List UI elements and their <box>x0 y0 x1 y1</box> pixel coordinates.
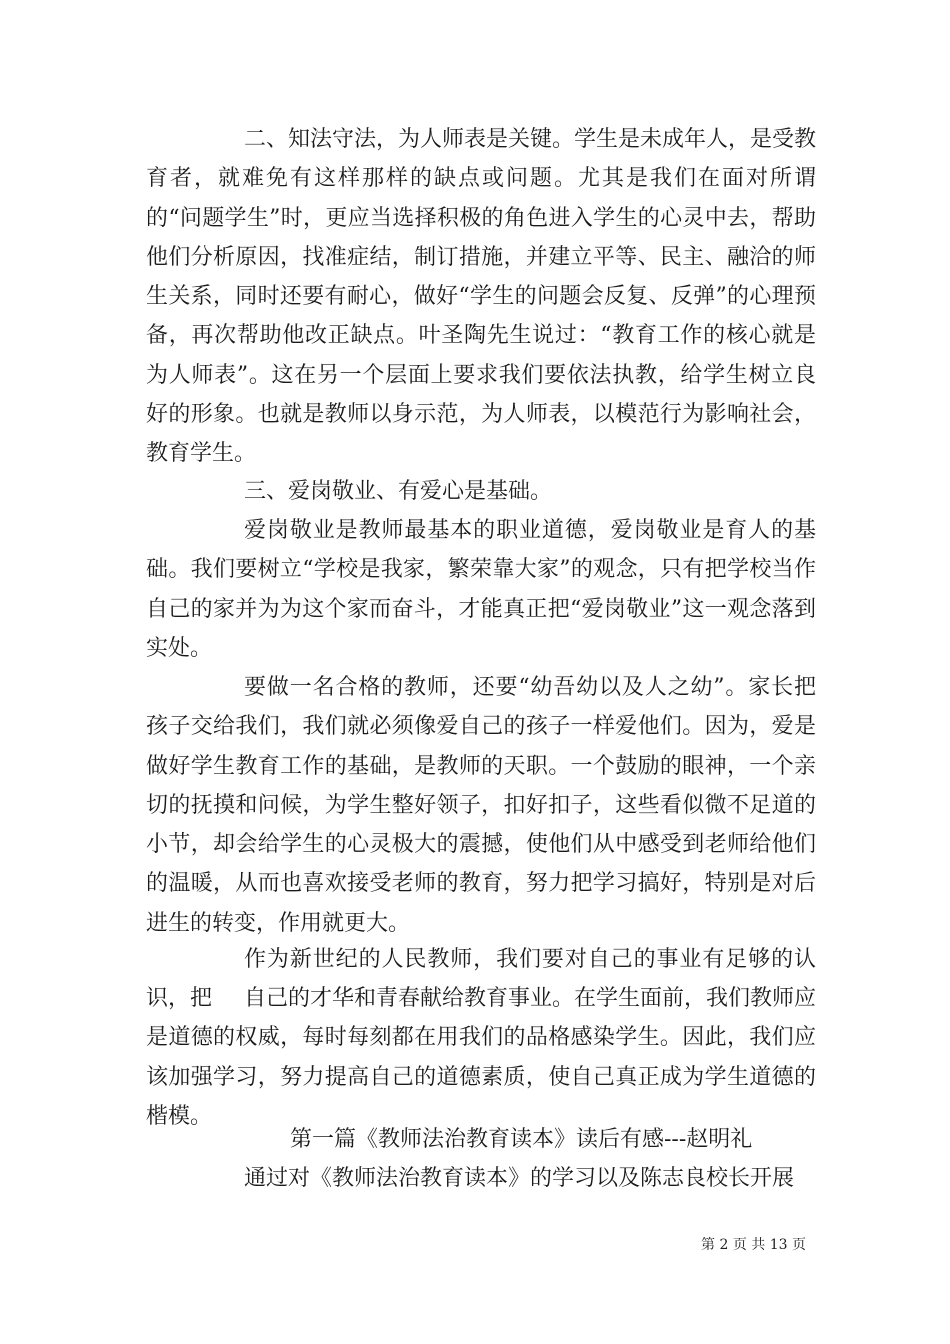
paragraph-section-three-heading: 三、爱岗敬业、有爱心是基础。 <box>244 479 553 504</box>
paragraph-dedication: 爱岗敬业是教师最基本的职业道德，爱岗敬业是育人的基础。我们要树立“学校是我家，繁荣靠大家”的观念，只有把学校当作自己的家并为为这个家而奋斗，才能真正把“爱岗敬业”这一观念落到实处。 <box>146 518 816 661</box>
article-title: 第一篇《教师法治教育读本》读后有感---赵明礼 <box>290 1127 753 1152</box>
paragraph-care: 要做一名合格的教师，还要“幼吾幼以及人之幼”。家长把孩子交给我们，我们就必须像爱自己的孩子一样爱他们。因为，爱是做好学生教育工作的基础，是教师的天职。一个鼓励的眼神，一个亲切的抚摸和问候，为学生整好领子，扣好扣子，这些看似微不足道的小节，却会给学生的心灵极大的震撼，使他们从中感受到老师给他们的温暖，从而也喜欢接受老师的教育，努力把学习搞好，特别是对后进生的转变，作用就更大。 <box>146 675 816 936</box>
paragraph-new-era-teacher: 作为新世纪的人民教师，我们要对自己的事业有足够的认识，把 <box>146 947 816 1012</box>
paragraph-moral-model: 自己的才华和青春献给教育事业。在学生面前，我们教师应是道德的权威，每时每刻都在用我们的品格感染学生。因此，我们应该加强学习，努力提高自己的道德素质，使自己真正成为学生道德的楷模。 <box>146 986 817 1129</box>
page-number-footer: 第 2 页 共 13 页 <box>701 1237 806 1253</box>
paragraph-section-two: 二、知法守法，为人师表是关键。学生是未成年人，是受教育者，就难免有这样那样的缺点或问题。尤其是我们在面对所谓的“问题学生”时，更应当选择积极的角色进入学生的心灵中去，帮助他们分析原因，找准症结，制订措施，并建立平等、民主、融洽的师生关系，同时还要有耐心，做好“学生的问题会反复、反弹”的心理预备，再次帮助他改正缺点。叶圣陶先生说过：“教育工作的核心就是为人师表”。这在另一个层面上要求我们要依法执教，给学生树立良好的形象。也就是教师以身示范，为人师表，以模范行为影响社会，教育学生。 <box>146 127 817 467</box>
paragraph-intro: 通过对《教师法治教育读本》的学习以及陈志良校长开展 <box>244 1166 795 1191</box>
